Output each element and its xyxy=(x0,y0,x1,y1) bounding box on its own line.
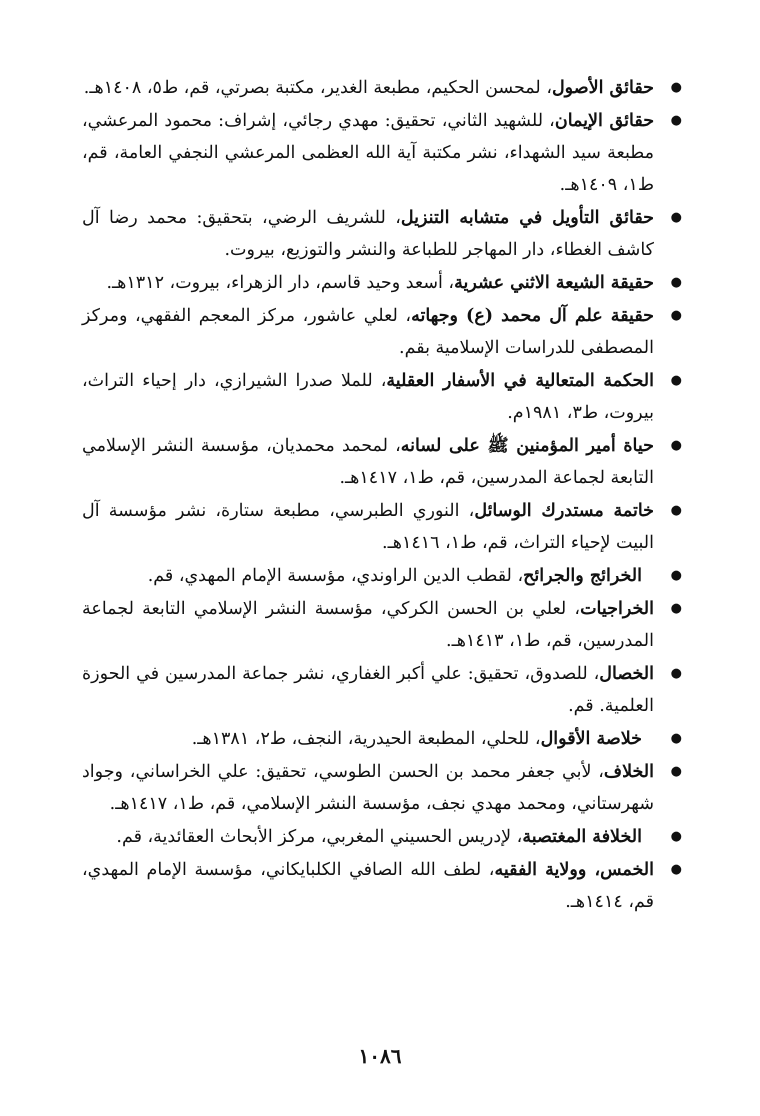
bullet-icon: ● xyxy=(670,503,682,518)
bullet-icon: ● xyxy=(670,731,682,746)
bibliography-entry xyxy=(82,72,682,104)
bullet-icon: ● xyxy=(670,764,682,779)
entry-details: ، لأبي جعفر محمد بن الحسن الطوسي، تحقيق: علي الخراساني، وجواد شهرستاني، ومحمد مهدي نجف، مؤسسة النشر الإسلامي، قم، ط١، ١٤١٧هـ. xyxy=(82,762,654,814)
bibliography-entry xyxy=(82,365,682,429)
bibliography-entry xyxy=(82,495,682,559)
entry-details: ، للشريف الرضي، بتحقيق: محمد رضا آل كاشف الغطاء، دار المهاجر للطباعة والنشر والتوزيع، بيروت. xyxy=(82,208,654,260)
bullet-icon: ● xyxy=(670,666,682,681)
entry-details: ، لقطب الدين الراوندي، مؤسسة الإمام المهدي، قم. xyxy=(147,566,524,586)
entry-details: ، لطف الله الصافي الكلبايكاني، مؤسسة الإمام المهدي، قم، ١٤١٤هـ. xyxy=(82,860,654,912)
bibliography-entry xyxy=(82,202,682,266)
bibliography-entry xyxy=(82,593,682,657)
entry-title: حقيقة الشيعة الاثني عشرية xyxy=(454,273,654,293)
entry-details: ، للشهيد الثاني، تحقيق: مهدي رجائي، إشراف: محمود المرعشي، مطبعة سيد الشهداء، نشر مكتبة آية الله العظمى المرعشي النجفي العامة، قم، ط١، ١٤٠٩هـ. xyxy=(82,111,654,195)
entry-title: حقائق التأويل في متشابه التنزيل xyxy=(400,208,654,228)
bullet-icon: ● xyxy=(670,373,682,388)
entry-title: الخمس، وولاية الفقيه xyxy=(494,860,655,880)
bibliography-entry xyxy=(82,821,682,853)
entry-details: ، للملا صدرا الشيرازي، دار إحياء التراث، بيروت، ط٣، ١٩٨١م. xyxy=(82,371,654,423)
entry-title: حقيقة علم آل محمد (ع) وجهاته xyxy=(411,306,654,326)
page-number: ١٠٨٦ xyxy=(358,1044,402,1068)
entry-details: ، لإدريس الحسيني المغربي، مركز الأبحاث العقائدية، قم. xyxy=(116,827,523,847)
bibliography-entry xyxy=(82,267,682,299)
bibliography-entry xyxy=(82,756,682,820)
entry-title: حياة أمير المؤمنين ﷺ على لسانه xyxy=(400,436,654,456)
entry-title: الخرائج والجرائح xyxy=(523,566,642,586)
bullet-icon: ● xyxy=(670,113,682,128)
entry-details: ، للحلي، المطبعة الحيدرية، النجف، ط٢، ١٣٨١هـ. xyxy=(191,729,541,749)
entry-title: الخلافة المغتصبة xyxy=(522,827,642,847)
bibliography-entry xyxy=(82,300,682,364)
bullet-icon: ● xyxy=(670,308,682,323)
bullet-icon: ● xyxy=(670,829,682,844)
bibliography-entry xyxy=(82,560,682,592)
entry-title: خاتمة مستدرك الوسائل xyxy=(474,501,654,521)
entry-details: ، أسعد وحيد قاسم، دار الزهراء، بيروت، ١٣١٢هـ. xyxy=(106,273,455,293)
bullet-icon: ● xyxy=(670,210,682,225)
bibliography-entry xyxy=(82,430,682,494)
bibliography-entry xyxy=(82,854,682,918)
entry-details: ، النوري الطبرسي، مطبعة ستارة، نشر مؤسسة آل البيت لإحياء التراث، قم، ط١، ١٤١٦هـ. xyxy=(82,501,654,553)
bullet-icon: ● xyxy=(670,438,682,453)
entry-details: ، للصدوق، تحقيق: علي أكبر الغفاري، نشر جماعة المدرسين في الحوزة العلمية. قم. xyxy=(82,664,654,716)
entry-title: الخلاف xyxy=(603,762,654,782)
bullet-icon: ● xyxy=(670,275,682,290)
bibliography-entry xyxy=(82,658,682,722)
entry-title: الخراجيات xyxy=(580,599,654,619)
bullet-icon: ● xyxy=(670,601,682,616)
entry-details: ، لمحسن الحكيم، مطبعة الغدير، مكتبة بصرتي، قم، ط٥، ١٤٠٨هـ. xyxy=(83,78,552,98)
entry-details: ، لعلي عاشور، مركز المعجم الفقهي، ومركز المصطفى للدراسات الإسلامية بقم. xyxy=(82,306,654,358)
entry-details: ، لعلي بن الحسن الكركي، مؤسسة النشر الإسلامي التابعة لجماعة المدرسين، قم، ط١، ١٤١٣هـ. xyxy=(82,599,654,651)
entry-title: حقائق الإيمان xyxy=(554,111,655,131)
bullet-icon: ● xyxy=(670,862,682,877)
entry-details: ، لمحمد محمديان، مؤسسة النشر الإسلامي التابعة لجماعة المدرسين، قم، ط١، ١٤١٧هـ. xyxy=(82,436,654,488)
bibliography-entry xyxy=(82,105,682,201)
bibliography-entry xyxy=(82,723,682,755)
bullet-icon: ● xyxy=(670,80,682,95)
entry-title: الخصال xyxy=(599,664,654,684)
bibliography-page xyxy=(82,72,682,919)
bullet-icon: ● xyxy=(670,568,682,583)
entry-title: حقائق الأصول xyxy=(551,78,654,98)
bibliography-list xyxy=(82,72,682,918)
entry-title: خلاصة الأقوال xyxy=(540,729,642,749)
entry-title: الحكمة المتعالية في الأسفار العقلية xyxy=(386,371,654,391)
